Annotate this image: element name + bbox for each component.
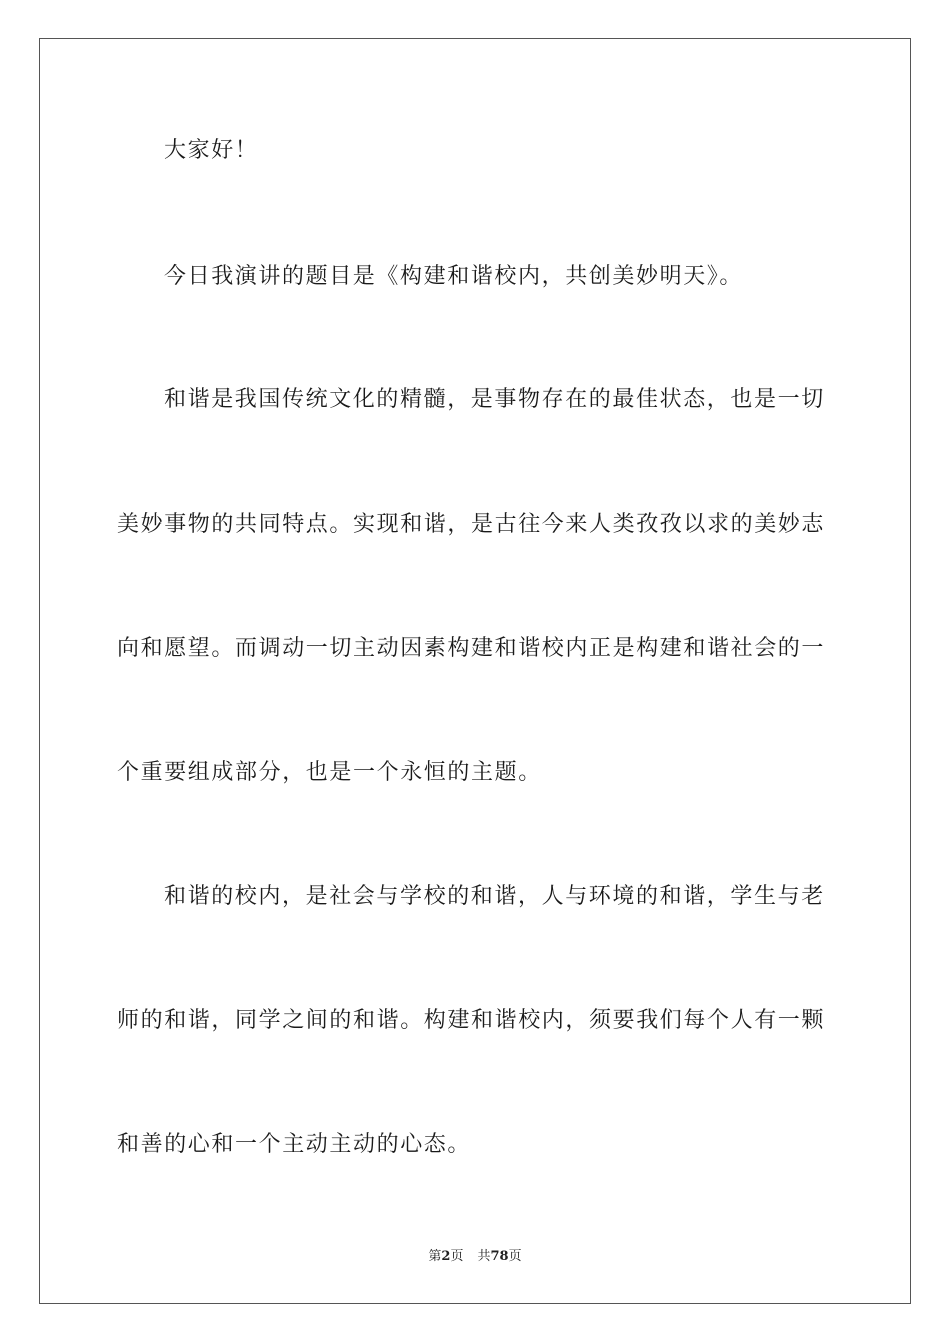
paragraph-line: 和善的心和一个主动主动的心态。 xyxy=(117,1132,472,1157)
paragraph-line: 和谐的校内，是社会与学校的和谐，人与环境的和谐，学生与老 xyxy=(164,884,825,909)
paragraph-line: 向和愿望。而调动一切主动因素构建和谐校内正是构建和谐社会的一 xyxy=(117,636,826,661)
total-prefix: 共 xyxy=(477,1249,491,1264)
paragraph-line: 今日我演讲的题目是《构建和谐校内，共创美妙明天》。 xyxy=(164,264,744,289)
page-prefix: 第 xyxy=(428,1249,442,1264)
page-footer xyxy=(0,1248,950,1266)
current-page-number: 2 xyxy=(441,1249,451,1264)
page-suffix: 页 xyxy=(450,1249,464,1264)
paragraph-line: 师的和谐，同学之间的和谐。构建和谐校内，须要我们每个人有一颗 xyxy=(117,1008,826,1033)
paragraph-line: 美妙事物的共同特点。实现和谐，是古往今来人类孜孜以求的美妙志 xyxy=(117,512,826,537)
total-pages-number: 78 xyxy=(490,1249,509,1264)
paragraph-line: 和谐是我国传统文化的精髓，是事物存在的最佳状态，也是一切 xyxy=(164,387,825,412)
paragraph-line: 个重要组成部分，也是一个永恒的主题。 xyxy=(117,760,542,785)
greeting-line: 大家好！ xyxy=(164,138,259,163)
page-border xyxy=(39,38,911,1304)
total-suffix: 页 xyxy=(508,1249,522,1264)
